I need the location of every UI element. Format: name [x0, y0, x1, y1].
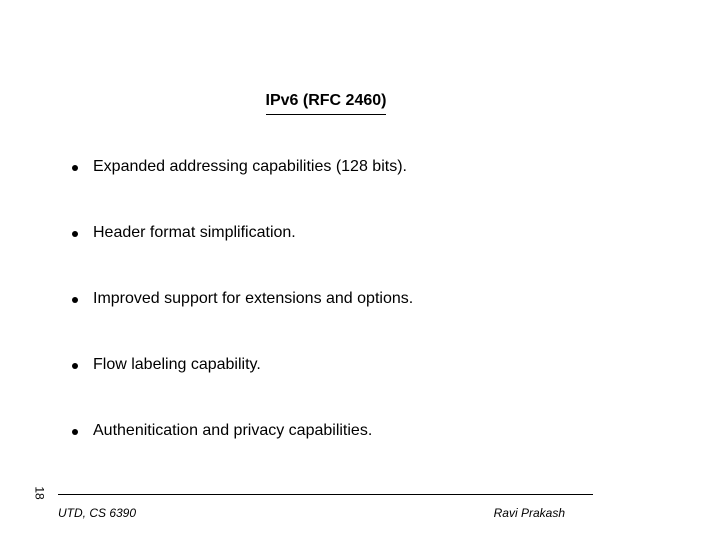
slide-title: [0, 90, 652, 115]
bullet-dot-icon: [72, 429, 78, 435]
slide-title-text: IPv6 (RFC 2460): [266, 90, 387, 115]
footer-course-label: UTD, CS 6390: [58, 506, 137, 520]
bullet-text: Authenitication and privacy capabilities.: [93, 422, 373, 439]
footer-author-label: Ravi Prakash: [493, 506, 565, 520]
bullet-item: [72, 156, 413, 222]
bullet-dot-icon: [72, 231, 78, 237]
bullet-item: [72, 420, 413, 486]
footer-divider: [58, 494, 593, 495]
bullet-text: Expanded addressing capabilities (128 bits).: [93, 158, 407, 175]
page-number: 18: [32, 486, 47, 500]
bullet-text: Flow labeling capability.: [93, 356, 261, 373]
bullet-item: [72, 354, 413, 420]
bullet-dot-icon: [72, 297, 78, 303]
bullet-item: [72, 288, 413, 354]
bullet-dot-icon: [72, 165, 78, 171]
bullet-item: [72, 222, 413, 288]
bullet-text: Header format simplification.: [93, 224, 296, 241]
bullet-dot-icon: [72, 363, 78, 369]
bullet-text: Improved support for extensions and options.: [93, 290, 414, 307]
bullet-list: [72, 156, 413, 486]
